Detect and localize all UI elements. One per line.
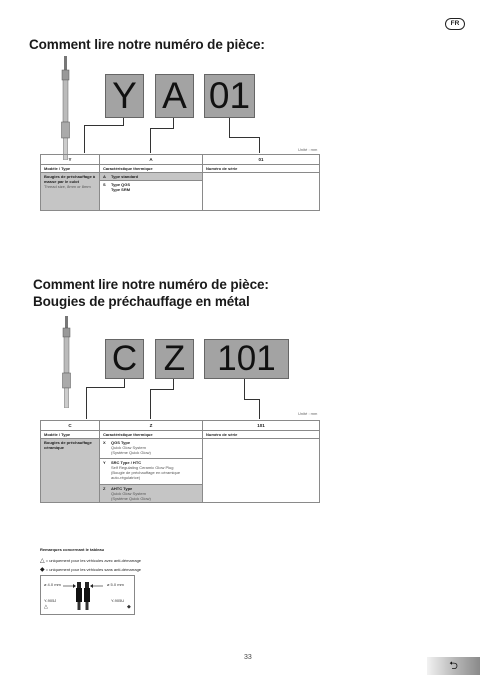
model-cell <box>41 173 100 211</box>
model-title: Bougies de préchauffage à masse par le culot <box>44 174 96 184</box>
thermal-cell-y <box>100 459 203 485</box>
subheader-serial: Numéro de série <box>203 431 320 439</box>
thermal-title: SRC Type / HTC <box>111 460 142 465</box>
part-number-table-1 <box>40 154 320 211</box>
thermal-letter: Y <box>103 460 106 465</box>
thermal-letter: A <box>103 174 106 179</box>
model-detail: Thread size, 8mm or 8mm <box>44 184 91 189</box>
back-tab[interactable] <box>427 657 480 675</box>
code-box-serial: 101 <box>204 339 289 379</box>
table-header-row <box>41 421 320 431</box>
table-subheader-row <box>41 431 320 439</box>
connector-serial-drop <box>259 399 260 419</box>
subheader-model: Modèle / Type <box>41 431 100 439</box>
thermal-title: QGS Type <box>111 440 131 445</box>
subheader-thermal: Caractéristique thermique <box>100 165 203 173</box>
connector-model-drop <box>84 125 85 153</box>
language-badge: FR <box>445 18 465 30</box>
table-notes <box>40 544 141 576</box>
subheader-model: Modèle / Type <box>41 165 100 173</box>
section1-title: Comment lire notre numéro de pièce: <box>29 37 265 52</box>
thermal-line: Quick Glow System <box>111 445 146 450</box>
glow-plug-illustration-2 <box>59 316 75 408</box>
thermal-letter: X <box>103 440 106 445</box>
glow-plug-tips-drawing <box>63 578 103 614</box>
return-arrow-icon: ⮌ <box>449 659 458 672</box>
header-thermal: Z <box>100 421 203 431</box>
warning-triangle-icon: △ <box>40 558 45 564</box>
page-number: 33 <box>244 654 252 661</box>
code-box-thermal: A <box>155 74 194 118</box>
diamond-icon: ◆ <box>40 567 45 573</box>
section2-title <box>33 276 269 310</box>
note-triangle-text: = uniquement pour les véhicules avec anti-démarrage <box>45 558 142 563</box>
header-serial: 101 <box>203 421 320 431</box>
table-row <box>41 439 320 459</box>
glow-plug-illustration-1 <box>58 56 74 160</box>
right-part-code: Y-905U <box>111 598 125 603</box>
subheader-serial: Numéro de série <box>203 165 320 173</box>
part-number-table-2 <box>40 420 320 503</box>
header-thermal: A <box>100 155 203 165</box>
table-subheader-row <box>41 165 320 173</box>
thermal-letter: Z <box>103 486 106 491</box>
connector-model <box>86 379 125 388</box>
thermal-line: (Système Quick Glow) <box>111 450 151 455</box>
notes-title: Remarques concernant le tableau <box>40 547 105 552</box>
thermal-cell-s <box>100 181 203 211</box>
left-part-code: Y-905J <box>44 598 57 603</box>
warning-triangle-icon: △ <box>44 604 48 610</box>
connector-model-drop <box>86 387 87 419</box>
unit-label-2: Unité : mm <box>298 411 318 416</box>
thermal-title: AHTC Type <box>111 486 133 491</box>
thermal-cell-a <box>100 173 203 181</box>
thermal-line: (Bougie de préchauffage en céramique <box>111 470 181 475</box>
thermal-extra: Type SRM <box>111 187 131 192</box>
model-cell <box>41 439 100 503</box>
header-serial: 01 <box>203 155 320 165</box>
thermal-line: auto-régulatrice) <box>111 475 141 480</box>
code-box-model: C <box>105 339 144 379</box>
subheader-thermal: Caractéristique thermique <box>100 431 203 439</box>
thermal-letter: S <box>103 182 106 187</box>
thermal-line: Self Regulating Ceramic Glow Plug <box>111 465 174 470</box>
connector-thermal <box>150 389 174 390</box>
left-dimension-label: ø 4.0 mm <box>44 582 61 587</box>
connector-thermal-rise <box>173 118 174 129</box>
connector-serial <box>229 118 260 138</box>
thermal-text: Type QGS <box>111 182 131 187</box>
connector-thermal-drop <box>150 128 151 153</box>
table-header-row <box>41 155 320 165</box>
code-box-model: Y <box>105 74 144 118</box>
connector-serial <box>244 379 260 400</box>
connector-thermal-rise <box>173 379 174 390</box>
thermal-text: Type standard <box>111 174 139 179</box>
right-dimension-label: ø 5.0 mm <box>107 582 124 587</box>
code-box-thermal: Z <box>155 339 194 379</box>
connector-model <box>84 118 124 126</box>
model-title: Bougies de préchauffage céramique <box>44 440 92 450</box>
unit-label-1: Unité : mm <box>298 147 318 152</box>
glow-plug-tip-figure <box>40 575 135 615</box>
section2-title-line2: Bougies de préchauffage en métal <box>33 294 250 309</box>
connector-thermal <box>150 128 174 129</box>
header-model: Y <box>41 155 100 165</box>
diamond-icon: ◆ <box>127 604 131 610</box>
connector-thermal-drop <box>150 389 151 419</box>
thermal-cell-z <box>100 485 203 503</box>
thermal-line: Quick Glow System <box>111 491 146 496</box>
code-box-serial: 01 <box>204 74 255 118</box>
connector-serial-drop <box>259 137 260 153</box>
thermal-cell-x <box>100 439 203 459</box>
note-diamond-text: = uniquement pour les véhicules sans anti-démarrage <box>45 567 142 572</box>
table-row <box>41 173 320 181</box>
section2-title-line1: Comment lire notre numéro de pièce: <box>33 277 269 292</box>
serial-cell <box>203 173 320 211</box>
header-model: C <box>41 421 100 431</box>
serial-cell <box>203 439 320 503</box>
thermal-line: (Système Quick Glow) <box>111 496 151 501</box>
